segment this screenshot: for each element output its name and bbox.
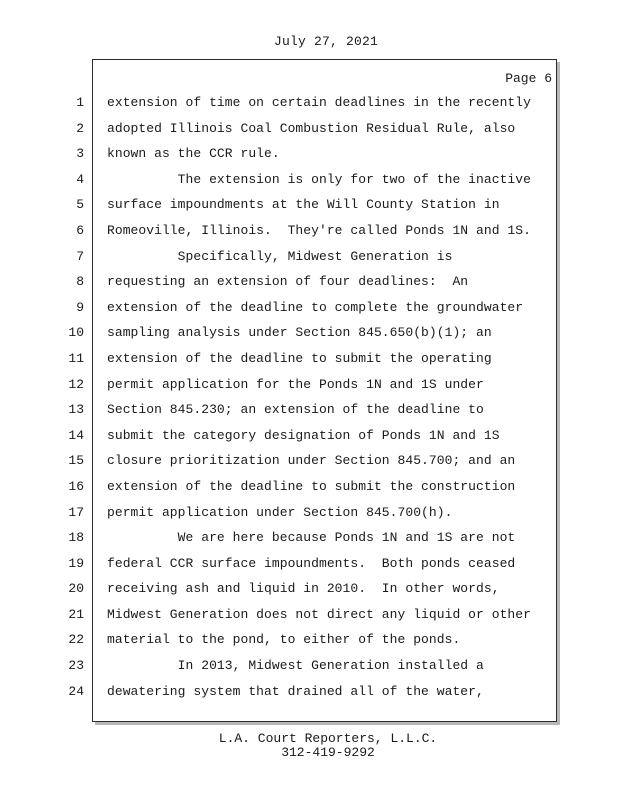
line-number: 11 [68, 350, 84, 366]
line-number: 5 [76, 197, 84, 213]
transcript-line: adopted Illinois Coal Combustion Residual Rule, also [107, 120, 516, 136]
line-number: 12 [68, 376, 84, 392]
line-number: 19 [68, 555, 84, 571]
line-number: 23 [68, 658, 84, 674]
line-number: 16 [68, 478, 84, 494]
line-number: 17 [68, 504, 84, 520]
line-number-column [60, 93, 84, 707]
page-number: Page 6 [505, 71, 552, 86]
transcript-body [107, 93, 547, 707]
transcript-line: We are here because Ponds 1N and 1S are not [107, 530, 516, 546]
line-number: 13 [68, 402, 84, 418]
transcript-line: dewatering system that drained all of the water, [107, 683, 484, 699]
transcript-line: Midwest Generation does not direct any liquid or other [107, 606, 531, 622]
line-number: 24 [68, 683, 84, 699]
reporter-company: L.A. Court Reporters, L.L.C. [218, 731, 438, 746]
transcript-line: permit application under Section 845.700(h). [107, 504, 453, 520]
transcript-line: Romeoville, Illinois. They're called Ponds 1N and 1S. [107, 222, 531, 238]
transcript-line: In 2013, Midwest Generation installed a [107, 658, 484, 674]
transcript-line: requesting an extension of four deadlines: An [107, 274, 469, 290]
line-number: 20 [68, 581, 84, 597]
line-number: 22 [68, 632, 84, 648]
transcript-line: surface impoundments at the Will County Station in [107, 197, 500, 213]
transcript-line: receiving ash and liquid in 2010. In other words, [107, 581, 500, 597]
transcript-line: extension of time on certain deadlines in the recently [107, 95, 531, 110]
transcript-line: Section 845.230; an extension of the deadline to [107, 402, 484, 418]
transcript-line: permit application for the Ponds 1N and 1S under [107, 376, 484, 392]
transcript-line: The extension is only for two of the inactive [107, 171, 531, 187]
transcript-line: material to the pond, to either of the ponds. [107, 632, 461, 648]
line-number: 2 [76, 120, 84, 136]
transcript-line: extension of the deadline to complete the groundwater [107, 299, 524, 315]
line-number: 18 [68, 530, 84, 546]
line-number: 6 [76, 222, 84, 238]
line-number: 4 [76, 171, 84, 187]
transcript-line: closure prioritization under Section 845.700; and an [107, 453, 516, 469]
transcript-line: sampling analysis under Section 845.650(b)(1); an [107, 325, 492, 341]
line-number: 9 [76, 299, 84, 315]
footer [0, 732, 618, 760]
line-number: 15 [68, 453, 84, 469]
transcript-date: July 27, 2021 [273, 34, 379, 49]
line-number: 8 [76, 274, 84, 290]
transcript-line: extension of the deadline to submit the operating [107, 350, 492, 366]
reporter-phone: 312-419-9292 [281, 745, 375, 760]
line-number: 21 [68, 606, 84, 622]
line-number: 7 [76, 248, 84, 264]
line-number: 14 [68, 427, 84, 443]
transcript-line: submit the category designation of Ponds 1N and 1S [107, 427, 500, 443]
transcript-line: known as the CCR rule. [107, 146, 280, 162]
transcript-line: federal CCR surface impoundments. Both ponds ceased [107, 555, 516, 571]
line-number: 1 [76, 95, 84, 110]
line-number: 10 [68, 325, 84, 341]
line-number: 3 [76, 146, 84, 162]
transcript-line: Specifically, Midwest Generation is [107, 248, 453, 264]
transcript-line: extension of the deadline to submit the construction [107, 478, 516, 494]
